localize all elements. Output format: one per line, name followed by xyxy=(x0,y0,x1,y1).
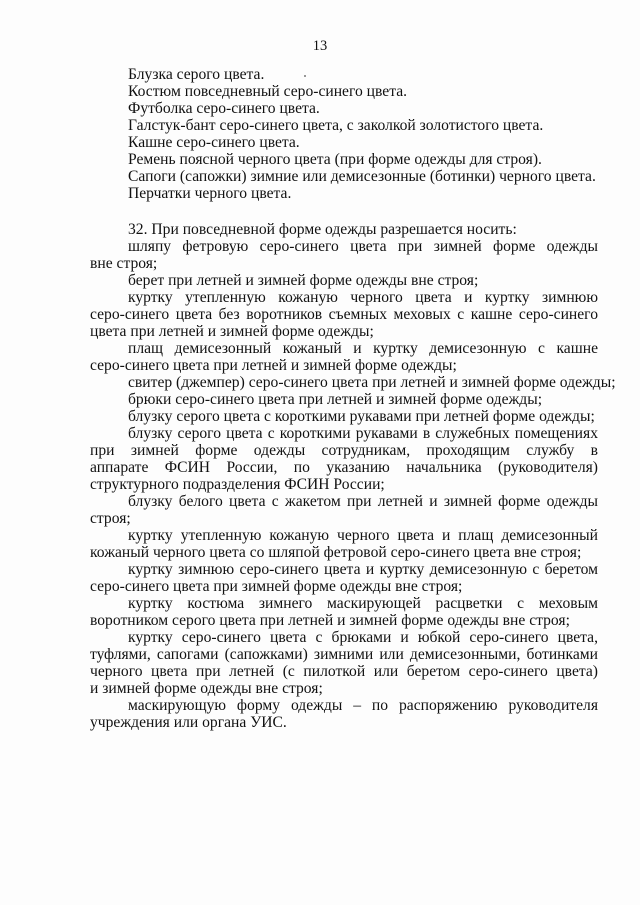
paragraph-line: серо-синего цвета при зимней форме одежды вне строя; xyxy=(90,578,463,595)
list-item: Футболка серо-синего цвета. xyxy=(128,100,320,117)
paragraph-line: аппарате ФСИН России, по указанию начальника (руководителя) xyxy=(90,459,598,476)
list-item: Ремень поясной черного цвета (при форме одежды для строя). xyxy=(128,151,542,168)
paragraph-line: строя; xyxy=(90,510,131,527)
page-number: 13 xyxy=(312,38,328,54)
paragraph-line: туфлями, сапогами (сапожками) зимними или демисезонными, ботинками xyxy=(90,646,598,663)
paragraph-line: брюки серо-синего цвета при летней и зимней форме одежды; xyxy=(128,391,543,408)
paragraph-line: шляпу фетровую серо-синего цвета при зимней форме одежды xyxy=(128,238,598,255)
paragraph-line: блузку серого цвета с короткими рукавами в служебных помещениях xyxy=(128,425,598,442)
list-item: Сапоги (сапожки) зимние или демисезонные (ботинки) черного цвета. xyxy=(128,168,596,185)
paragraph-line: блузку белого цвета с жакетом при летней и зимней форме одежды xyxy=(128,493,598,510)
paragraph-line: вне строя; xyxy=(90,255,158,272)
paragraph-line: цвета при летней и зимней форме одежды; xyxy=(90,323,374,340)
paragraph-line: серо-синего цвета без воротников съемных меховых с кашне серо-синего xyxy=(90,306,598,323)
section-32-intro: 32. При повседневной форме одежды разрешается носить: xyxy=(128,221,517,238)
list-item: Кашне серо-синего цвета. xyxy=(128,134,300,151)
paragraph-line: свитер (джемпер) серо-синего цвета при летней и зимней форме одежды; xyxy=(128,374,616,391)
paragraph-line: при зимней форме одежды сотрудникам, проходящим службу в xyxy=(90,442,598,459)
paragraph-line: черного цвета при летней (с пилоткой или беретом серо-синего цвета) xyxy=(90,663,598,680)
paragraph-line: куртку зимнюю серо-синего цвета и куртку демисезонную с беретом xyxy=(128,561,598,578)
paragraph-line: блузку серого цвета с короткими рукавами при летней форме одежды; xyxy=(128,408,595,425)
paragraph-line: и зимней форме одежды вне строя; xyxy=(90,680,323,697)
paragraph-line: плащ демисезонный кожаный и куртку демисезонную с кашне xyxy=(128,340,598,357)
paragraph-line: серо-синего цвета при летней и зимней форме одежды; xyxy=(90,357,457,374)
paragraph-line: куртку серо-синего цвета с брюками и юбкой серо-синего цвета, xyxy=(128,629,598,646)
list-item: Перчатки черного цвета. xyxy=(128,185,292,202)
paragraph-line: куртку утепленную кожаную черного цвета и плащ демисезонный xyxy=(128,527,598,544)
paragraph-line: воротником серого цвета при летней и зимней форме одежды вне строя; xyxy=(90,612,570,629)
list-item: Костюм повседневный серо-синего цвета. xyxy=(128,83,408,100)
paragraph-line: куртку костюма зимнего маскирующей расцветки с меховым xyxy=(128,595,598,612)
paragraph-line: маскирующую форму одежды – по распоряжению руководителя xyxy=(128,697,598,714)
document-body xyxy=(90,66,616,731)
paragraph-line: кожаный черного цвета со шляпой фетровой серо-синего цвета вне строя; xyxy=(90,544,582,561)
list-item: Блузка серого цвета. xyxy=(128,66,265,83)
paragraph-line: учреждения или органа УИС. xyxy=(90,714,287,731)
paragraph-line: куртку утепленную кожаную черного цвета и куртку зимнюю xyxy=(128,289,598,306)
list-item: Галстук-бант серо-синего цвета, с заколкой золотистого цвета. xyxy=(128,117,544,134)
paragraph-line: структурного подразделения ФСИН России; xyxy=(90,476,385,493)
paragraph-line: берет при летней и зимней форме одежды вне строя; xyxy=(128,272,479,289)
